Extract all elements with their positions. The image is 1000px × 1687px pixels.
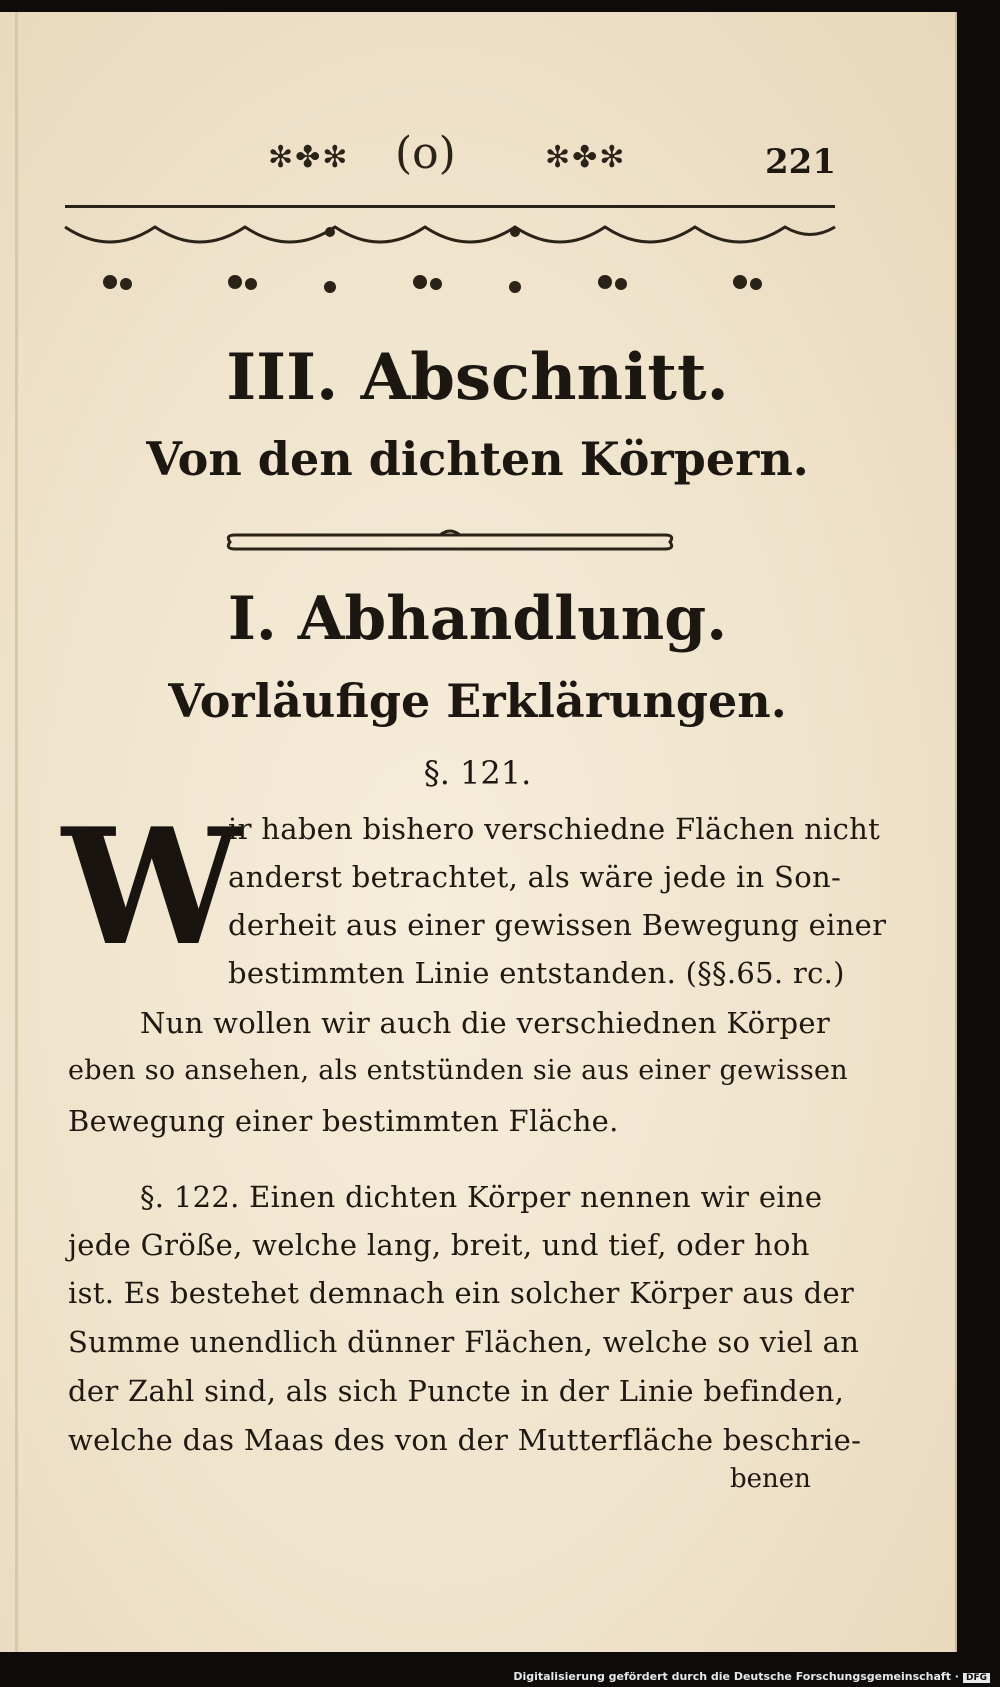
drop-cap: W — [62, 793, 242, 981]
section-subtitle: Von den dichten Körpern. — [146, 432, 809, 486]
text-line: bestimmten Linie entstanden. (§§.65. rc.) — [228, 956, 845, 990]
header-center-mark: (o) — [395, 128, 456, 179]
ornamental-divider — [220, 527, 680, 557]
section-title: III. Abschnitt. — [226, 340, 729, 415]
treatise-subtitle: Vorläufige Erklärungen. — [168, 674, 787, 728]
text-line: welche das Maas des von der Mutterfläche beschrie- — [68, 1423, 862, 1457]
text-line: der Zahl sind, als sich Puncte in der Linie befinden, — [68, 1374, 845, 1408]
text-line: jede Größe, welche lang, breit, und tief, oder hoh — [68, 1228, 810, 1262]
text-line: ist. Es bestehet demnach ein solcher Körper aus der — [68, 1276, 855, 1310]
text-line: ir haben bishero verschiedne Flächen nicht — [228, 812, 881, 846]
treatise-title: I. Abhandlung. — [227, 584, 728, 654]
dfg-logo: DFG — [963, 1673, 990, 1683]
header-rule — [65, 205, 835, 208]
text-line: eben so ansehen, als entstünden sie aus einer gewissen — [68, 1055, 848, 1086]
header-ornament-right: ✻✤✻ — [545, 140, 627, 175]
header-ornament-left: ✻✤✻ — [268, 140, 350, 175]
page-number: 221 — [765, 142, 836, 182]
page-edge — [15, 12, 18, 1652]
text-line: derheit aus einer gewissen Bewegung einer — [228, 908, 887, 942]
digitization-credit-text: Digitalisierung gefördert durch die Deutsche Forschungsgemeinschaft · — [513, 1670, 959, 1683]
book-page — [0, 12, 957, 1652]
paragraph-number: §. 121. — [423, 754, 532, 792]
text-line: §. 122. Einen dichten Körper nennen wir eine — [140, 1180, 823, 1214]
text-line: anderst betrachtet, als wäre jede in Son- — [228, 860, 842, 894]
text-line: Nun wollen wir auch die verschiednen Körper — [140, 1006, 830, 1040]
floral-garland-ornament — [60, 212, 840, 307]
catchword: benen — [730, 1464, 811, 1494]
digitization-credit — [513, 1670, 990, 1683]
text-line: Bewegung einer bestimmten Fläche. — [68, 1104, 619, 1138]
text-line: Summe unendlich dünner Flächen, welche so viel an — [68, 1325, 860, 1359]
